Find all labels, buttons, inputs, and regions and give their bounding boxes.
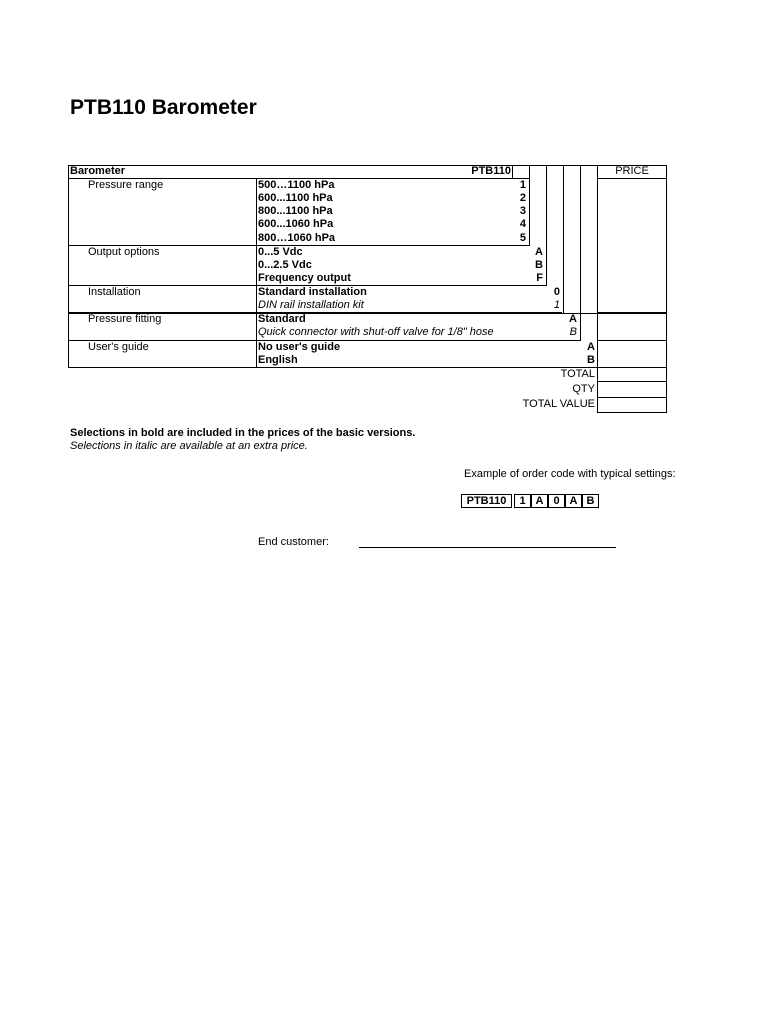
option-code: F: [536, 272, 543, 284]
total-label: TOTAL: [560, 368, 595, 380]
note-bold: Selections in bold are included in the prices of the basic versions.: [70, 427, 416, 439]
qty-label: QTY: [572, 383, 595, 395]
product-code: PTB110: [471, 165, 511, 177]
option-code: 1: [519, 179, 526, 191]
end-customer-line[interactable]: [359, 547, 616, 548]
end-customer-label: End customer:: [258, 536, 329, 548]
option-text: 800...1100 hPa: [258, 205, 333, 217]
option-text: No user's guide: [258, 341, 341, 353]
example-label: Example of order code with typical settings:: [464, 468, 676, 480]
option-code: 1: [553, 299, 560, 311]
option-code: A: [569, 313, 577, 325]
option-text: Standard installation: [258, 286, 367, 298]
note-italic: Selections in italic are available at an extra price.: [70, 440, 308, 452]
option-code: B: [587, 354, 595, 366]
section-label-installation: Installation: [88, 286, 141, 298]
option-code: A: [587, 341, 595, 353]
option-text: 0...5 Vdc: [258, 246, 303, 258]
example-code-cell: A: [531, 494, 548, 508]
example-code-cell: PTB110: [461, 494, 512, 508]
option-code: B: [569, 326, 577, 338]
total-value-cell[interactable]: [599, 398, 665, 411]
option-text: Quick connector with shut-off valve for 1/8" hose: [258, 326, 494, 338]
page-title: PTB110 Barometer: [70, 96, 257, 119]
option-text: DIN rail installation kit: [258, 299, 364, 311]
option-code: 5: [519, 232, 526, 244]
option-code: 0: [553, 286, 560, 298]
price-header: PRICE: [615, 165, 649, 177]
option-text: 0...2.5 Vdc: [258, 259, 312, 271]
option-text: 600...1100 hPa: [258, 192, 333, 204]
section-label-users-guide: User's guide: [88, 341, 149, 353]
option-code: B: [535, 259, 543, 271]
option-text: 600...1060 hPa: [258, 218, 334, 230]
option-text: Frequency output: [258, 272, 351, 284]
option-code: 4: [519, 218, 526, 230]
example-code-cell: 1: [514, 494, 531, 508]
section-label-pressure-fitting: Pressure fitting: [88, 313, 162, 325]
qty-cell[interactable]: [599, 382, 665, 396]
option-code: 2: [519, 192, 526, 204]
section-label-output-options: Output options: [88, 246, 160, 258]
total-price-cell[interactable]: [599, 368, 665, 380]
option-code: A: [535, 246, 543, 258]
product-name: Barometer: [70, 165, 126, 177]
example-code-cell: A: [565, 494, 582, 508]
example-code-cell: 0: [548, 494, 565, 508]
option-text: English: [258, 354, 298, 366]
option-text: 500…1100 hPa: [258, 179, 335, 191]
option-code: 3: [519, 205, 526, 217]
section-label-pressure-range: Pressure range: [88, 179, 164, 191]
example-code-cell: B: [582, 494, 599, 508]
option-text: 800…1060 hPa: [258, 232, 336, 244]
option-text: Standard: [258, 313, 306, 325]
total-value-label: TOTAL VALUE: [522, 398, 595, 410]
